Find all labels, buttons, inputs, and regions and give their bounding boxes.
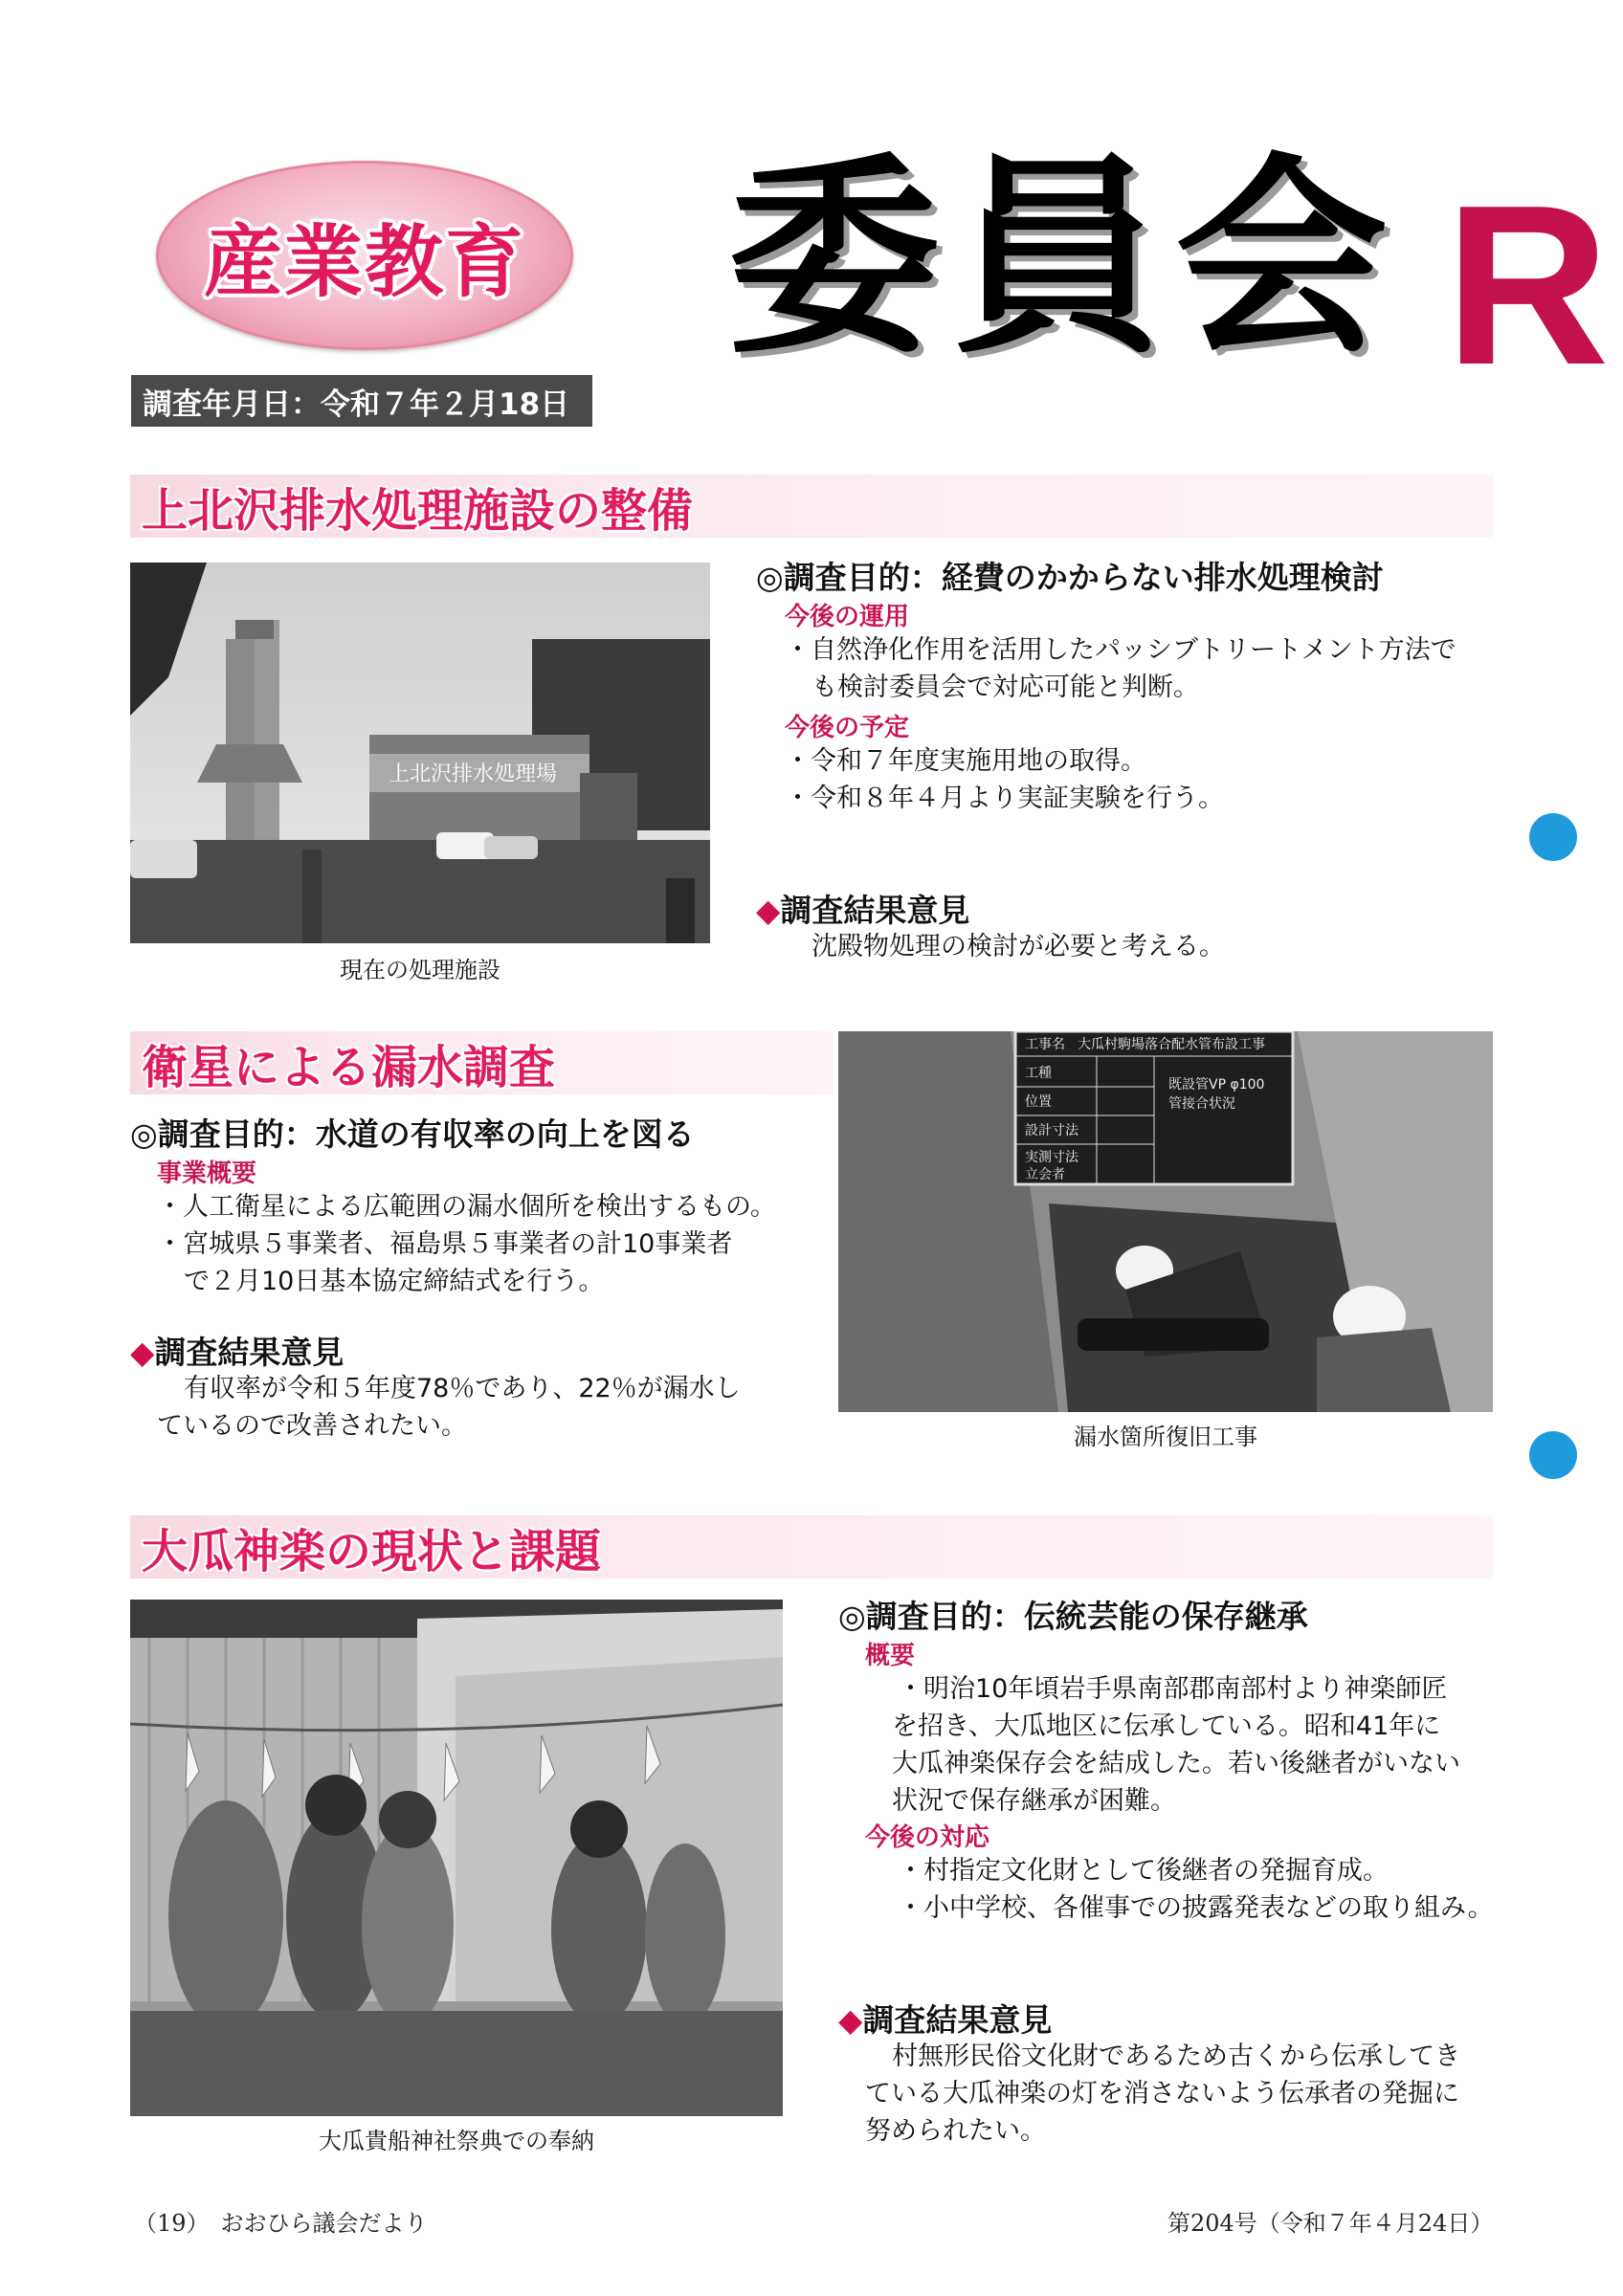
committee-badge: [156, 161, 573, 350]
kagura-illustration: [130, 1600, 783, 2116]
section1-purpose: ◎調査目的：経費のかからない排水処理検討: [756, 559, 1384, 596]
side-dot-marker: [1529, 813, 1577, 861]
section3-heading: [130, 1515, 1493, 1578]
list-item: ・令和８年４月より実証実験を行う。: [785, 784, 1224, 814]
opinion-line: 有収率が令和５年度78％であり、22％が漏水し: [184, 1374, 741, 1403]
list-item: ・村指定文化財として後継者の発掘育成。: [898, 1856, 1389, 1886]
survey-date: 調査年月日：令和７年２月18日: [131, 375, 592, 427]
board-row-label: 立会者: [1025, 1167, 1065, 1182]
photo-caption: 大瓜貴船神社祭典での奉納: [319, 2128, 594, 2154]
section3-response-list: [898, 1852, 1494, 1927]
footer-page-info: （19） おおひら議会だより: [134, 2210, 428, 2237]
section1-heading-text: 上北沢排水処理施設の整備: [142, 483, 694, 538]
photo-leak-repair: [838, 1031, 1493, 1412]
treatment-facility-illustration: [130, 563, 710, 943]
photo-treatment-facility: [130, 563, 710, 943]
opinion-title: 調査結果意見: [154, 1334, 345, 1371]
section2-purpose: ◎調査目的：水道の有収率の向上を図る: [130, 1115, 695, 1153]
text-line: ・明治10年頃岩手県南部郡南部村より神楽師匠: [898, 1674, 1448, 1704]
section3-overview-text: [892, 1670, 1460, 1821]
diamond-icon: ◆: [130, 1334, 155, 1371]
page-title: 委員会: [727, 136, 1399, 383]
opinion-line: 村無形民俗文化財であるため古くから伝承してき: [892, 2042, 1460, 2071]
section2-subheading-summary: 事業概要: [157, 1159, 257, 1188]
section3-heading-text: 大瓜神楽の現状と課題: [142, 1524, 602, 1578]
section2-heading: [130, 1031, 834, 1094]
section2-opinion-text: [157, 1370, 808, 1445]
side-dot-marker: [1529, 1431, 1577, 1479]
list-item: ・自然浄化作用を活用したパッシブトリートメント方法で: [785, 635, 1456, 665]
section3-purpose: ◎調査目的：伝統芸能の保存継承: [838, 1598, 1308, 1635]
board-row-label: 工事名: [1025, 1037, 1065, 1052]
board-row-label: 位置: [1025, 1094, 1052, 1110]
list-item: ・人工衛星による広範囲の漏水個所を検出するもの。: [157, 1192, 776, 1222]
photo-caption: 現在の処理施設: [340, 957, 500, 983]
board-row-label: 工種: [1025, 1066, 1052, 1081]
board-row-label: 設計寸法: [1025, 1123, 1078, 1138]
diamond-icon: ◆: [838, 2001, 863, 2039]
committee-badge-label: 産業教育: [203, 216, 525, 308]
opinion-line: ている大瓜神楽の灯を消さないよう伝承者の発掘に: [865, 2079, 1459, 2109]
board-text: 管接合状況: [1168, 1096, 1235, 1112]
opinion-title: 調査結果意見: [862, 2001, 1053, 2039]
section3-opinion-text: [865, 2038, 1460, 2150]
list-item: で２月10日基本協定締結式を行う。: [184, 1267, 605, 1297]
section2-opinion-heading: [130, 1328, 344, 1373]
photo-kagura-performance: [130, 1600, 783, 2116]
section1-heading: [130, 475, 1493, 538]
section3-opinion-heading: [838, 1996, 1052, 2041]
leak-repair-illustration: [838, 1031, 1493, 1412]
footer-issue-info: 第204号（令和７年４月24日）: [1167, 2210, 1494, 2237]
opinion-title: 調査結果意見: [780, 892, 970, 929]
section2-summary-list: [157, 1188, 776, 1300]
diamond-icon: ◆: [756, 892, 781, 929]
section3-subheading-overview: 概要: [865, 1642, 916, 1670]
section1-subheading-operation: 今後の運用: [785, 603, 910, 631]
section1-operation-text: [785, 631, 1456, 706]
section1-schedule-list: [785, 742, 1224, 817]
text-line: 状況で保存継承が困難。: [892, 1786, 1176, 1817]
section1-opinion-heading: [756, 886, 969, 931]
section1-opinion-text: 沈殿物処理の検討が必要と考える。: [812, 932, 1225, 961]
board-row-label: 実測寸法: [1025, 1150, 1078, 1165]
section1-subheading-schedule: 今後の予定: [785, 714, 910, 742]
list-item: ・令和７年度実施用地の取得。: [785, 746, 1146, 776]
list-item: ・小中学校、各催事での披露発表などの取り組み。: [898, 1893, 1494, 1924]
photo-caption: 漏水箇所復旧工事: [1074, 1424, 1257, 1450]
board-text: 既設管VP φ100: [1168, 1077, 1265, 1093]
list-item: も検討委員会で対応可能と判断。: [812, 673, 1199, 703]
text-line: を招き、大瓜地区に伝承している。昭和41年に: [892, 1711, 1441, 1742]
facility-sign-text: 上北沢排水処理場: [389, 762, 558, 786]
opinion-line: ているので改善されたい。: [157, 1411, 467, 1442]
board-text: 大瓜村駒場落合配水管布設工事: [1078, 1037, 1265, 1052]
page-title-suffix: R: [1445, 159, 1610, 412]
section3-subheading-response: 今後の対応: [865, 1823, 990, 1852]
section2-heading-text: 衛星による漏水調査: [142, 1040, 556, 1094]
opinion-line: 努められたい。: [865, 2116, 1046, 2147]
text-line: 大瓜神楽保存会を結成した。若い後継者がいない: [892, 1749, 1460, 1779]
list-item: ・宮城県５事業者、福島県５事業者の計10事業者: [157, 1229, 733, 1260]
